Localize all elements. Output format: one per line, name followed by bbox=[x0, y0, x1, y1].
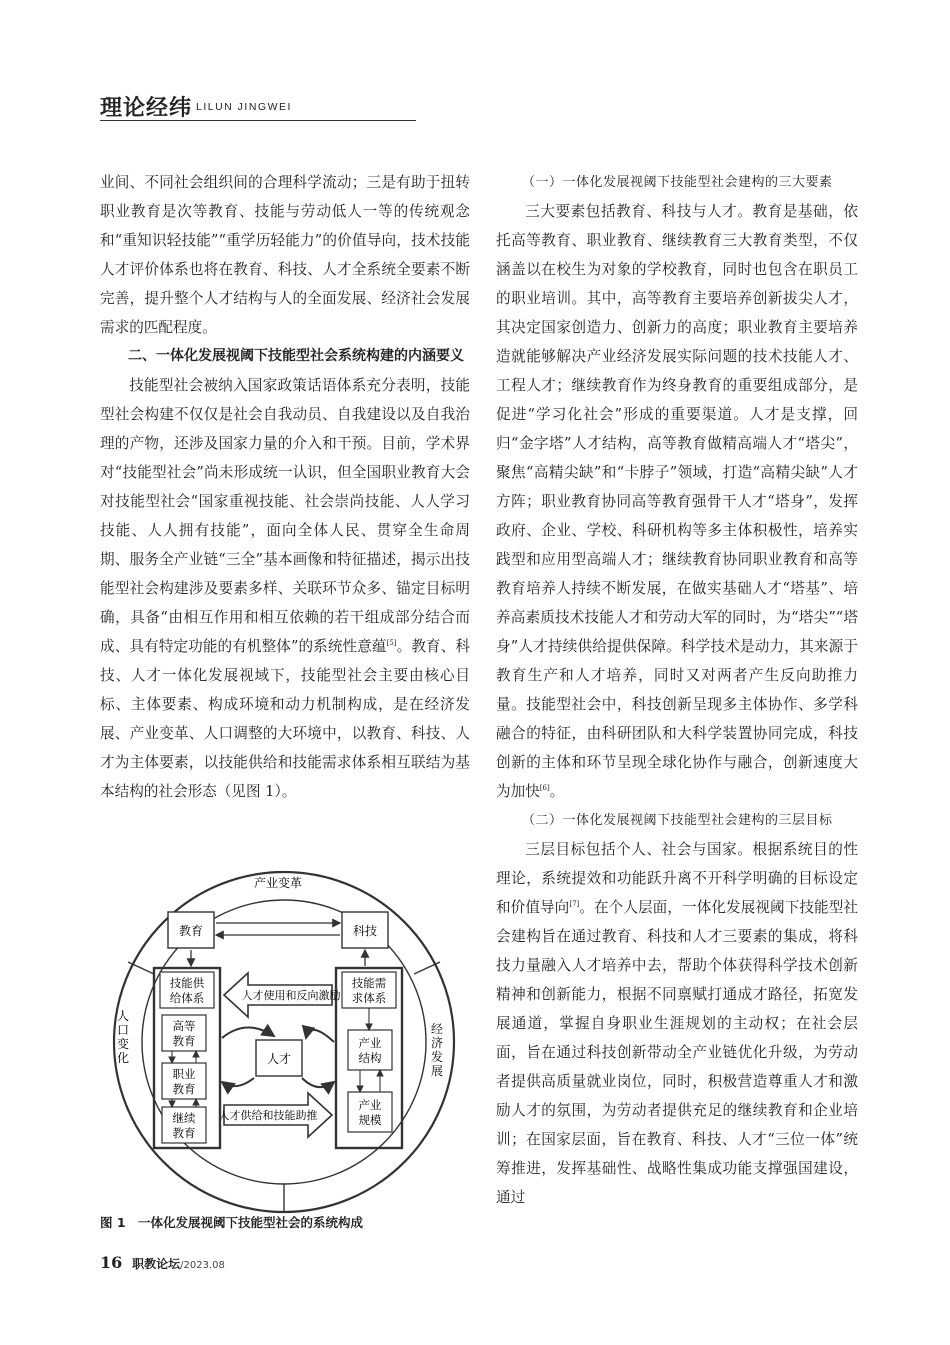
ring-label-population-1: 人 bbox=[116, 1009, 130, 1023]
ring-label-economy-1: 经 bbox=[430, 1022, 444, 1036]
right-paragraph-1-text-a: 三大要素包括教育、科技与人才。教育是基础，依托高等教育、职业教育、继续教育三大教育类型，不仅涵盖以在校生为对象的学校教育，同时也包含在职员工的职业培训。其中，高等教育主要培养创新拔尖人才，其决定国家创造力、创新力的高度；职业教育主要培养造就能够解决产业经济发展实际问题的技术技能人才、工程人才；继续教育作为终身教育的重要组成部分，是促进“学习化社会”形成的重要渠道。人才是支撑，回归“金字塔”人才结构，高等教育做精高端人才“塔尖”，聚焦“高精尖缺”和“卡脖子”领域，打造“高精尖缺”人才方阵；职业教育协同高等教育强骨干人才“塔身”，发挥政府、企业、学校、科研机构等多主体积极性，培养实践型和应用型高端人才；继续教育协同职业教育和高等教育培养人持续不断发展，在做实基础人才“塔基”、培养高素质技术技能人才和劳动大军的同时，为“塔尖”“塔身”人才持续供给提供保障。科学技术是动力，其来源于教育生产和人才培养，同时又对两者产生反向助推力量。技能型社会中，科技创新呈现多主体协作、多学科融合的特征，由科研团队和大科学装置协同完成，科技创新的主体和环节呈现全球化协作与融合，创新速度大为加快 bbox=[496, 203, 858, 800]
ring-label-industry-change: 产业变革 bbox=[253, 876, 303, 890]
figure-1-diagram bbox=[96, 860, 471, 1215]
issue-date: /2023.08 bbox=[180, 1260, 225, 1271]
right-paragraph-1 bbox=[496, 197, 858, 806]
left-paragraph-2-text-b: 。教育、科技、人才一体化发展视域下，技能型社会主要由核心目标、主体要素、构成环境和动力机制构成，是在经济发展、产业变革、人口调整的大环境中，以教育、科技、人才为主体要素，以技能供给和技能需求体系相互联结为基本结构的社会形态（见图 1）。 bbox=[100, 638, 470, 800]
right-paragraph-2 bbox=[496, 835, 858, 1212]
ring-label-population-4: 化 bbox=[116, 1051, 130, 1065]
industry-scale-label-1: 产业 bbox=[358, 1098, 382, 1112]
ring-label-population-3: 变 bbox=[116, 1037, 130, 1051]
left-paragraph-2 bbox=[100, 371, 470, 806]
ring-label-economy-4: 展 bbox=[430, 1064, 444, 1078]
education-label: 教育 bbox=[178, 924, 204, 938]
citation-6: [6] bbox=[539, 784, 550, 793]
citation-7: [7] bbox=[569, 900, 580, 909]
right-paragraph-2-text-a: 三层目标包括个人、社会与国家。根据系统目的性理论，系统提效和功能跃升离不开科学明确的目标设定和价值导向 bbox=[496, 841, 858, 916]
running-header bbox=[100, 90, 416, 121]
left-paragraph-2-text-a: 技能型社会被纳入国家政策话语体系充分表明，技能型社会构建不仅仅是社会自我动员、自我建设以及自我治理的产物，还涉及国家力量的介入和干预。目前，学术界对“技能型社会”尚未形成统一认识，但全国职业教育大会对技能型社会“国家重视技能、社会崇尚技能、人人学习技能、人人拥有技能”，面向全体人民、贯穿全生命周期、服务全产业链“三全”基本画像和特征描述，揭示出技能型社会构建涉及要素多样、关联环节众多、锚定目标明确，具备“由相互作用和相互依赖的若干组成部分结合而成、具有特定功能的有机整体”的系统性意蕴 bbox=[100, 377, 470, 655]
section-heading-2: 二、一体化发展视阈下技能型社会系统构建的内涵要义 bbox=[128, 348, 464, 364]
technology-label: 科技 bbox=[352, 924, 378, 938]
header-title-en: LILUN JINGWEI bbox=[196, 101, 292, 113]
right-paragraph-2-text-b: 。在个人层面，一体化发展视阈下技能型社会建构旨在通过教育、科技和人才三要素的集成，将科技力量融入人才培养中去，帮助个体获得科学技术创新精神和创新能力，根据不同禀赋打通成才路径，拓宽发展通道，掌握自身职业生涯规划的主动权；在社会层面，旨在通过科技创新带动全产业链优化升级，为劳动者提供高质量就业岗位，同时，积极营造尊重人才和激励人才的氛围，为劳动者提供充足的继续教育和企业培训；在国家层面，旨在教育、科技、人才“三位一体”统筹推进，发挥基础性、战略性集成功能支撑强国建设，通过 bbox=[496, 899, 858, 1206]
subsection-heading-2: （二）一体化发展视阈下技能型社会建构的三层目标 bbox=[522, 813, 833, 828]
talent-use-label: 人才使用和反向激励 bbox=[241, 989, 341, 1002]
industry-structure-label-2: 结构 bbox=[358, 1051, 382, 1065]
vocational-education-label-1: 职业 bbox=[172, 1067, 196, 1081]
supply-system-label-1: 技能供 bbox=[169, 976, 205, 990]
left-paragraph-1: 业间、不同社会组织间的合理科学流动；三是有助于扭转职业教育是次等教育、技能与劳动低人一等的传统观念和“重知识轻技能”“重学历轻能力”的价值导向，技术技能人才评价体系也将在教育、科技、人才全系统全要素不断完善，提升整个人才结构与人的全面发展、经济社会发展需求的匹配程度。 bbox=[100, 174, 470, 336]
ring-label-population-2: 口 bbox=[116, 1023, 130, 1037]
subsection-heading-1: （一）一体化发展视阈下技能型社会建构的三大要素 bbox=[522, 175, 833, 190]
header-title-zh: 理论经纬 bbox=[100, 96, 193, 121]
continuing-education-label-1: 继续 bbox=[172, 1111, 196, 1125]
left-column bbox=[100, 168, 470, 806]
page-footer bbox=[100, 1253, 225, 1272]
higher-education-label-1: 高等 bbox=[172, 1019, 196, 1033]
journal-name: 职教论坛 bbox=[132, 1257, 181, 1271]
ring-label-economy-3: 发 bbox=[430, 1050, 444, 1064]
talent-label: 人才 bbox=[266, 1052, 292, 1066]
figure-caption: 图 1 一体化发展视阈下技能型社会的系统构成 bbox=[100, 1215, 364, 1230]
demand-system-label-1: 技能需 bbox=[351, 976, 387, 990]
supply-system-label-2: 给体系 bbox=[169, 991, 205, 1005]
page-number: 16 bbox=[100, 1253, 123, 1272]
right-paragraph-1-text-b: 。 bbox=[549, 783, 565, 800]
industry-structure-label-1: 产业 bbox=[358, 1036, 382, 1050]
industry-scale-label-2: 规模 bbox=[358, 1113, 382, 1127]
right-column bbox=[496, 168, 858, 1212]
citation-5: [5] bbox=[386, 639, 397, 648]
demand-system-label-2: 求体系 bbox=[351, 991, 387, 1005]
continuing-education-label-2: 教育 bbox=[172, 1126, 196, 1140]
vocational-education-label-2: 教育 bbox=[172, 1082, 196, 1096]
talent-supply-label: 人才供给和技能助推 bbox=[218, 1109, 318, 1122]
ring-label-economy-2: 济 bbox=[430, 1036, 444, 1050]
higher-education-label-2: 教育 bbox=[172, 1034, 196, 1048]
